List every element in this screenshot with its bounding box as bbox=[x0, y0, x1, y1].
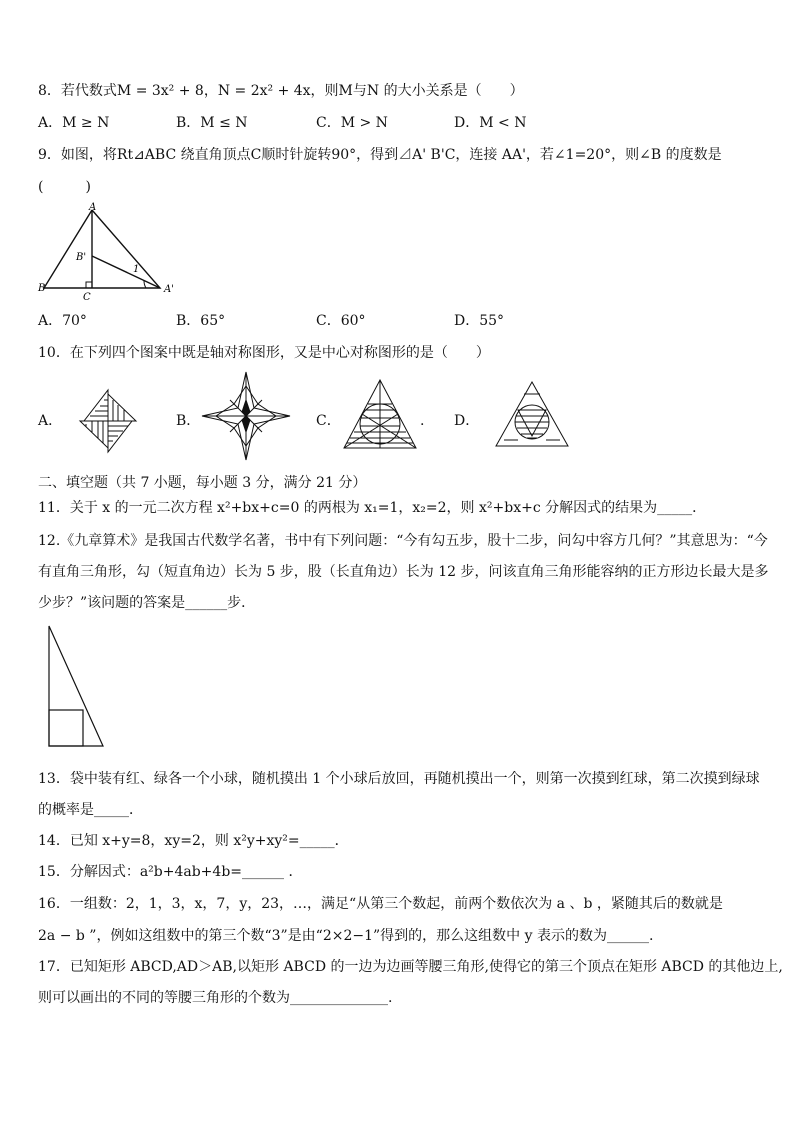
q8-option-b: B．M ≤ N bbox=[176, 115, 248, 131]
q10-option-c-dot: . bbox=[420, 413, 425, 429]
q9-option-d: D．55° bbox=[454, 313, 505, 329]
q8-option-a: A．M ≥ N bbox=[38, 115, 110, 131]
q9-option-c: C．60° bbox=[316, 313, 366, 329]
q9-label-angle-1: 1 bbox=[133, 264, 140, 275]
q12-triangle-square-figure bbox=[46, 624, 108, 750]
q9-label-a-prime: A' bbox=[164, 284, 174, 295]
q9-label-a: A bbox=[89, 202, 97, 213]
q10-option-c-label: C． bbox=[316, 413, 341, 429]
q10-option-d-label: D． bbox=[454, 413, 480, 429]
q12-line-1: 12.《九章算术》是我国古代数学名著，书中有下列问题：“今有勾五步，股十二步，问勾中容方几何？”其意思为：“今 bbox=[38, 533, 768, 549]
q16-line-1: 16．一组数：2，1，3，x，7，y，23，…，满足“从第三个数起，前两个数依次为 a 、b ，紧随其后的数就是 bbox=[38, 896, 723, 912]
q8-stem: 8．若代数式M = 3x² + 8，N = 2x² + 4x，则M与N 的大小关系是（ ） bbox=[38, 83, 524, 99]
q17-line-1: 17．已知矩形 ABCD,AD＞AB,以矩形 ABCD 的一边为边画等腰三角形,使得它的第三个顶点在矩形 ABCD 的其他边上, bbox=[38, 959, 783, 975]
q10-star-figure bbox=[200, 370, 292, 462]
q10-stem: 10．在下列四个图案中既是轴对称图形，又是中心对称图形的是（ ） bbox=[38, 345, 490, 361]
q12-line-2: 有直角三角形，勾（短直角边）长为 5 步，股（长直角边）长为 12 步，问该直角三角形能容纳的正方形边长最大是多 bbox=[38, 564, 769, 580]
q9-paren: ( ) bbox=[38, 179, 91, 195]
q10-pinwheel-figure bbox=[66, 386, 150, 456]
q13-line-1: 13．袋中装有红、绿各一个小球，随机摸出 1 个小球后放回，再随机摸出一个，则第一次摸到红球，第二次摸到绿球 bbox=[38, 771, 760, 787]
q13-line-2: 的概率是_____． bbox=[38, 802, 143, 818]
q9-option-b: B．65° bbox=[176, 313, 226, 329]
q9-label-c: C bbox=[83, 292, 91, 303]
q9-triangle-figure bbox=[36, 200, 186, 304]
q8-option-d: D．M < N bbox=[454, 115, 527, 131]
q9-option-a: A．70° bbox=[38, 313, 87, 329]
q10-option-b-label: B． bbox=[176, 413, 201, 429]
q10-triangle-c-figure bbox=[340, 378, 420, 450]
q15-text: 15．分解因式：a²b+4ab+4b=______ ． bbox=[38, 864, 303, 880]
q12-line-3: 少步？”该问题的答案是______步． bbox=[38, 595, 256, 611]
q10-option-a-label: A． bbox=[38, 413, 63, 429]
section-2-heading: 二、填空题（共 7 小题，每小题 3 分，满分 21 分） bbox=[38, 475, 367, 491]
q10-triangle-d-figure bbox=[494, 380, 570, 450]
q9-label-b-prime: B' bbox=[76, 252, 87, 263]
q17-line-2: 则可以画出的不同的等腰三角形的个数为______________. bbox=[38, 990, 393, 1006]
q9-stem: 9．如图，将Rt⊿ABC 绕直角顶点C顺时针旋转90°，得到⊿A' B'C，连接 AA'，若∠1=20°，则∠B 的度数是 bbox=[38, 147, 722, 163]
q16-line-2: 2a − b ”，例如这组数中的第三个数“3”是由“2×2−1”得到的，那么这组数中 y 表示的数为______. bbox=[38, 928, 654, 944]
q9-label-b: B bbox=[38, 283, 46, 294]
q11-text: 11．关于 x 的一元二次方程 x²+bx+c=0 的两根为 x₁=1，x₂=2，则 x²+bx+c 分解因式的结果为_____． bbox=[38, 500, 707, 516]
q14-text: 14．已知 x+y=8，xy=2，则 x²y+xy²=_____． bbox=[38, 833, 349, 849]
q8-option-c: C．M > N bbox=[316, 115, 388, 131]
